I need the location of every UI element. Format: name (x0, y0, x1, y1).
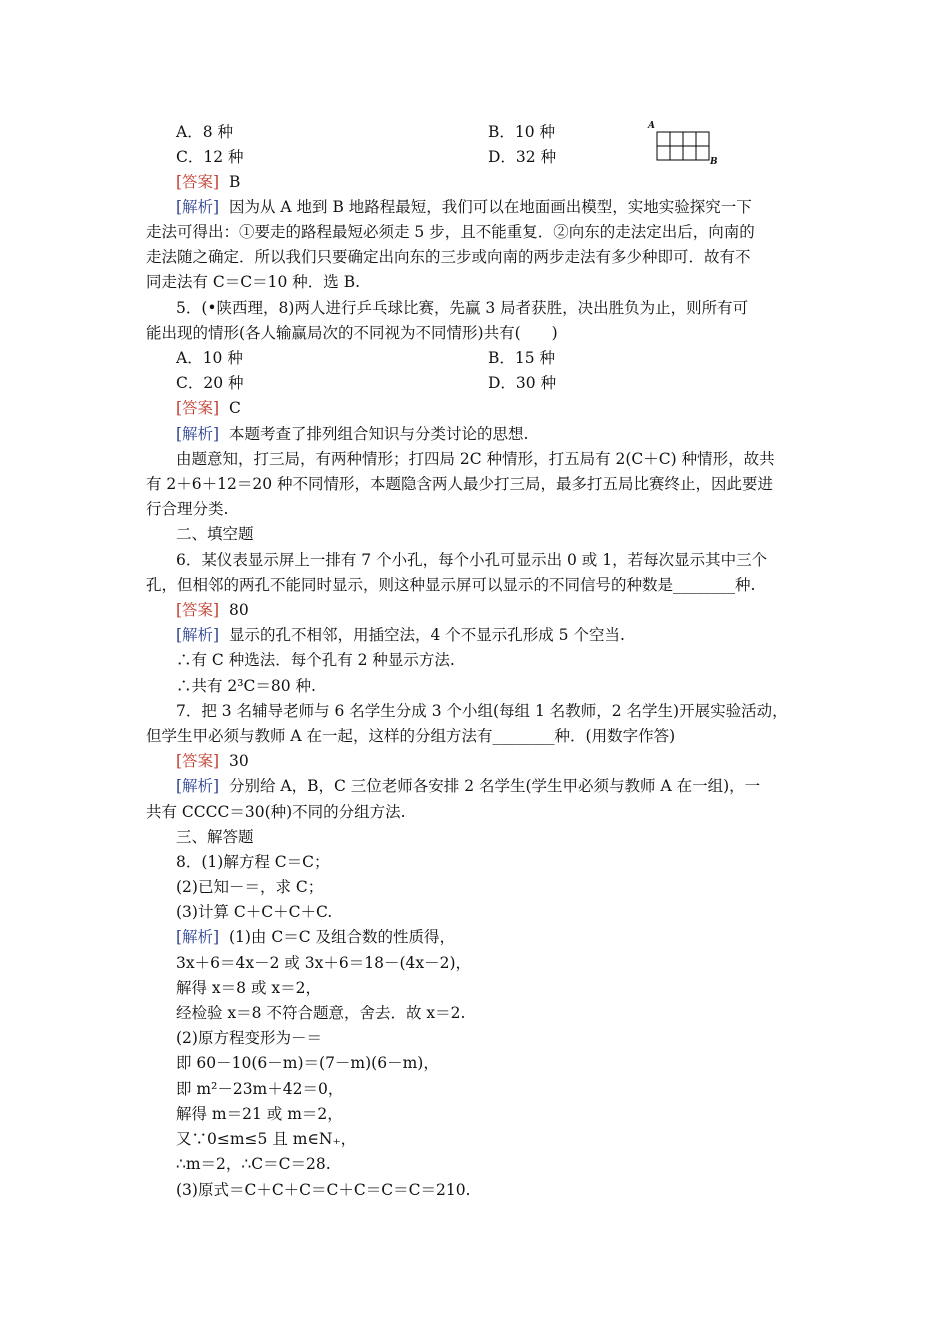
q5-analysis-line-3: 有 2＋6＋12＝20 种不同情形，本题隐含两人最少打三局，最多打五局比赛终止，因此要进 (146, 475, 774, 493)
q8-solution-line-9: 又∵0≤m≤5 且 m∈N₊， (176, 1130, 357, 1148)
grid-label-b: B (710, 157, 718, 167)
section-heading-fill-in: 二、填空题 (176, 525, 254, 543)
answer-tag: [答案] (176, 399, 220, 417)
q5-analysis-line-4: 行合理分类. (146, 500, 229, 518)
q4-option-d: D．32 种 (488, 148, 557, 166)
analysis-tag: [解析] (176, 928, 220, 946)
answer-value: B (228, 173, 241, 191)
q5-option-a: A．10 种 (176, 349, 243, 367)
q4-option-c: C．12 种 (176, 148, 244, 166)
analysis-tag: [解析] (176, 626, 220, 644)
q4-analysis-line-3: 走法随之确定．所以我们只要确定出向东的三步或向南的两步走法有多少种即可．故有不 (146, 248, 751, 266)
q8-solution-line-4: 经检验 x＝8 不符合题意，舍去．故 x＝2. (176, 1004, 466, 1022)
answer-tag: [答案] (176, 752, 220, 770)
q8-part-3: (3)计算 C＋C＋C＋C. (176, 903, 333, 921)
q8-solution-line-1 (176, 927, 455, 947)
analysis-tag: [解析] (176, 425, 220, 443)
q7-answer (176, 751, 249, 771)
q8-part-2: (2)已知－＝，求 C； (176, 878, 324, 896)
section-heading-solutions: 三、解答题 (176, 828, 254, 846)
answer-value: 80 (228, 601, 249, 619)
q8-solution-line-3: 解得 x＝8 或 x＝2， (176, 979, 321, 997)
q6-stem-line-1: 6．某仪表显示屏上一排有 7 个小孔，每个小孔可显示出 0 或 1，若每次显示其中三个 (176, 551, 768, 569)
q5-answer (176, 398, 241, 418)
analysis-text: 本题考查了排列组合知识与分类讨论的思想. (228, 425, 529, 443)
q7-analysis-line-2: 共有 CCCC＝30(种)不同的分组方法. (146, 803, 406, 821)
q6-analysis-line-1 (176, 625, 625, 645)
q8-solution-line-5: (2)原方程变形为－＝ (176, 1029, 322, 1047)
q5-stem-line-2: 能出现的情形(各人输赢局次的不同视为不同情形)共有( ) (146, 324, 558, 342)
analysis-text: 分别给 A，B，C 三位老师各安排 2 名学生(学生甲必须与教师 A 在一组)，一 (228, 777, 761, 795)
analysis-text: 显示的孔不相邻，用插空法，4 个不显示孔形成 5 个空当. (228, 626, 625, 644)
q4-option-a: A．8 种 (176, 123, 233, 141)
q4-analysis-line-1 (176, 197, 752, 217)
grid-label-a: A (648, 121, 655, 131)
q5-stem-line-1: 5．(•陕西理，8)两人进行乒乓球比赛，先赢 3 局者获胜，决出胜负为止，则所有可 (176, 299, 749, 317)
answer-tag: [答案] (176, 173, 220, 191)
answer-value: C (228, 399, 241, 417)
analysis-text: 因为从 A 地到 B 地路程最短，我们可以在地面画出模型，实地实验探究一下 (228, 198, 752, 216)
q8-part-1: 8．(1)解方程 C＝C； (176, 853, 330, 871)
q4-option-b: B．10 种 (488, 123, 556, 141)
q5-option-d: D．30 种 (488, 374, 557, 392)
grid-diagram (656, 131, 710, 161)
q7-stem-line-1: 7．把 3 名辅导老师与 6 名学生分成 3 个小组(每组 1 名教师，2 名学生)开展实验活动， (176, 702, 788, 720)
answer-tag: [答案] (176, 601, 220, 619)
q5-option-b: B．15 种 (488, 349, 556, 367)
q8-solution-line-8: 解得 m＝21 或 m＝2， (176, 1105, 343, 1123)
q7-analysis-line-1 (176, 776, 760, 796)
analysis-text: (1)由 C＝C 及组合数的性质得， (228, 928, 455, 946)
q6-answer (176, 600, 249, 620)
q8-solution-line-7: 即 m²－23m＋42＝0， (176, 1080, 344, 1098)
q4-answer (176, 172, 240, 192)
q5-analysis-line-1 (176, 424, 528, 444)
analysis-tag: [解析] (176, 198, 220, 216)
q7-stem-line-2: 但学生甲必须与教师 A 在一起，这样的分组方法有________种．(用数字作答) (146, 727, 676, 745)
analysis-tag: [解析] (176, 777, 220, 795)
q6-stem-line-2: 孔，但相邻的两孔不能同时显示，则这种显示屏可以显示的不同信号的种数是________种. (146, 576, 756, 594)
q4-analysis-line-4: 同走法有 C＝C＝10 种．选 B. (146, 273, 361, 291)
q5-option-c: C．20 种 (176, 374, 244, 392)
q5-analysis-line-2: 由题意知，打三局，有两种情形；打四局 2C 种情形，打五局有 2(C＋C) 种情形，故共 (176, 450, 775, 468)
q8-solution-line-2: 3x＋6＝4x－2 或 3x＋6＝18－(4x－2)， (176, 954, 472, 972)
q8-solution-line-6: 即 60－10(6－m)＝(7－m)(6－m)， (176, 1054, 439, 1072)
q8-solution-line-11: (3)原式＝C＋C＋C＝C＋C＝C＝C＝210. (176, 1181, 471, 1199)
q4-analysis-line-2: 走法可得出：①要走的路程最短必须走 5 步，且不能重复．②向东的走法定出后，向南的 (146, 223, 755, 241)
q6-analysis-line-2: ∴有 C 种选法．每个孔有 2 种显示方法. (176, 651, 455, 669)
answer-value: 30 (228, 752, 249, 770)
q8-solution-line-10: ∴m＝2，∴C＝C＝28. (176, 1155, 331, 1173)
q6-analysis-line-3: ∴共有 2³C＝80 种. (176, 677, 316, 695)
